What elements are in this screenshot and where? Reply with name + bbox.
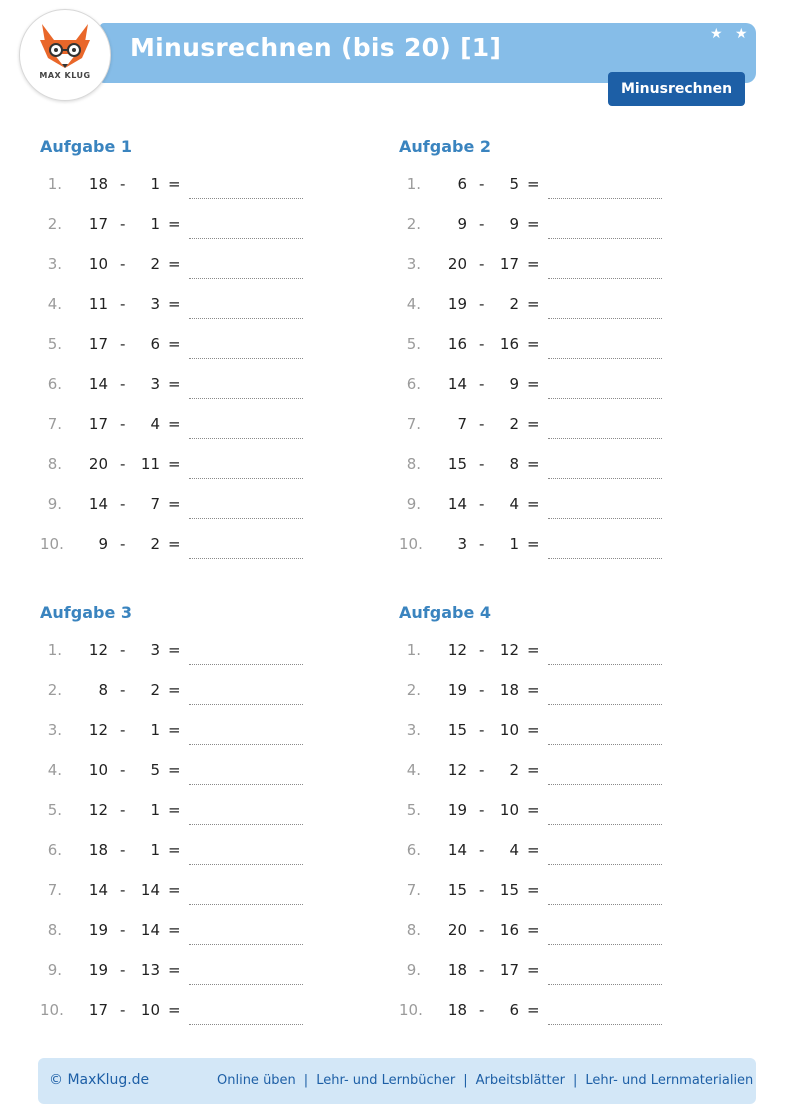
subtrahend: 2 — [150, 681, 160, 699]
problem-number: 5. — [47, 335, 62, 353]
problem-row — [399, 446, 719, 486]
answer-line[interactable] — [548, 518, 662, 519]
minuend: 8 — [98, 681, 108, 699]
minuend: 9 — [98, 535, 108, 553]
equals-sign: = — [527, 961, 540, 979]
footer-separator: | — [572, 1073, 578, 1088]
equals-sign: = — [527, 375, 540, 393]
equals-sign: = — [527, 215, 540, 233]
minus-sign: - — [479, 415, 485, 433]
problem-row — [40, 166, 360, 206]
problem-row — [40, 632, 360, 672]
problem-row — [40, 526, 360, 566]
minuend: 12 — [88, 721, 108, 739]
answer-line[interactable] — [548, 558, 662, 559]
answer-line[interactable] — [189, 744, 303, 745]
minuend: 15 — [447, 455, 467, 473]
minus-sign: - — [479, 721, 485, 739]
problem-row — [399, 366, 719, 406]
problem-row — [40, 832, 360, 872]
problem-number: 9. — [406, 495, 421, 513]
minus-sign: - — [120, 801, 126, 819]
minus-sign: - — [479, 1001, 485, 1019]
problem-number: 2. — [47, 681, 62, 699]
answer-line[interactable] — [189, 238, 303, 239]
problem-number: 5. — [406, 335, 421, 353]
answer-line[interactable] — [548, 824, 662, 825]
minuend: 12 — [88, 801, 108, 819]
footer-copyright[interactable]: © MaxKlug.de — [49, 1072, 150, 1088]
problem-number: 4. — [406, 295, 421, 313]
minus-sign: - — [120, 641, 126, 659]
problem-row — [40, 406, 360, 446]
minus-sign: - — [120, 721, 126, 739]
equals-sign: = — [168, 881, 181, 899]
minus-sign: - — [120, 415, 126, 433]
minus-sign: - — [479, 801, 485, 819]
minuend: 9 — [457, 215, 467, 233]
problem-number: 7. — [47, 415, 62, 433]
problem-number: 4. — [406, 761, 421, 779]
minuend: 19 — [447, 295, 467, 313]
minuend: 15 — [447, 721, 467, 739]
problem-number: 5. — [406, 801, 421, 819]
problem-number: 7. — [47, 881, 62, 899]
answer-line[interactable] — [189, 318, 303, 319]
minus-sign: - — [479, 681, 485, 699]
subtrahend: 2 — [150, 535, 160, 553]
topic-badge[interactable]: Minusrechnen — [608, 72, 745, 106]
equals-sign: = — [168, 801, 181, 819]
minus-sign: - — [479, 255, 485, 273]
footer-separator: | — [303, 1073, 309, 1088]
equals-sign: = — [527, 1001, 540, 1019]
subtrahend: 2 — [509, 415, 519, 433]
equals-sign: = — [527, 721, 540, 739]
equals-sign: = — [168, 641, 181, 659]
problem-number: 7. — [406, 881, 421, 899]
equals-sign: = — [168, 841, 181, 859]
problem-number: 9. — [406, 961, 421, 979]
minus-sign: - — [479, 761, 485, 779]
answer-line[interactable] — [548, 664, 662, 665]
problem-row — [399, 832, 719, 872]
answer-line[interactable] — [548, 864, 662, 865]
minus-sign: - — [479, 881, 485, 899]
problem-number: 10. — [399, 1001, 423, 1019]
section-title: Aufgabe 2 — [399, 137, 491, 156]
footer-link-lehr-und-lernbuecher[interactable]: Lehr- und Lernbücher — [316, 1073, 456, 1088]
subtrahend: 2 — [509, 295, 519, 313]
equals-sign: = — [168, 495, 181, 513]
equals-sign: = — [527, 535, 540, 553]
problem-row — [399, 992, 719, 1032]
minuend: 18 — [88, 841, 108, 859]
equals-sign: = — [168, 921, 181, 939]
problem-row — [40, 912, 360, 952]
subtrahend: 4 — [509, 495, 519, 513]
page-title: Minusrechnen (bis 20) [1] — [130, 33, 502, 62]
minus-sign: - — [479, 961, 485, 979]
equals-sign: = — [527, 255, 540, 273]
section-title: Aufgabe 3 — [40, 603, 132, 622]
subtrahend: 14 — [140, 881, 160, 899]
subtrahend: 11 — [140, 455, 160, 473]
answer-line[interactable] — [548, 784, 662, 785]
subtrahend: 1 — [150, 841, 160, 859]
minuend: 18 — [447, 1001, 467, 1019]
problem-number: 6. — [406, 375, 421, 393]
minus-sign: - — [120, 881, 126, 899]
problem-row — [40, 446, 360, 486]
problem-number: 4. — [47, 295, 62, 313]
problem-number: 5. — [47, 801, 62, 819]
answer-line[interactable] — [548, 358, 662, 359]
answer-line[interactable] — [189, 984, 303, 985]
answer-line[interactable] — [189, 558, 303, 559]
subtrahend: 7 — [150, 495, 160, 513]
answer-line[interactable] — [189, 824, 303, 825]
answer-line[interactable] — [189, 664, 303, 665]
problem-row — [399, 912, 719, 952]
minuend: 20 — [88, 455, 108, 473]
subtrahend: 3 — [150, 295, 160, 313]
footer-separator: | — [463, 1073, 468, 1088]
minus-sign: - — [120, 921, 126, 939]
problem-number: 6. — [47, 375, 62, 393]
minuend: 19 — [447, 681, 467, 699]
problem-row — [40, 486, 360, 526]
minus-sign: - — [120, 761, 126, 779]
equals-sign: = — [168, 215, 181, 233]
problem-row — [40, 246, 360, 286]
problem-number: 2. — [406, 681, 421, 699]
minus-sign: - — [479, 215, 485, 233]
equals-sign: = — [527, 495, 540, 513]
problem-row — [40, 872, 360, 912]
equals-sign: = — [527, 761, 540, 779]
subtrahend: 16 — [499, 335, 519, 353]
answer-line[interactable] — [189, 398, 303, 399]
problem-row — [40, 672, 360, 712]
footer-link-online-ueben[interactable]: Online üben — [217, 1073, 296, 1088]
problem-number: 9. — [47, 961, 62, 979]
problem-row — [40, 366, 360, 406]
subtrahend: 1 — [150, 175, 160, 193]
subtrahend: 10 — [140, 1001, 160, 1019]
answer-line[interactable] — [189, 784, 303, 785]
problem-row — [40, 206, 360, 246]
minuend: 20 — [447, 921, 467, 939]
subtrahend: 9 — [509, 375, 519, 393]
problem-row — [399, 752, 719, 792]
logo-text: MAX KLUG — [39, 71, 91, 80]
section-title: Aufgabe 1 — [40, 137, 132, 156]
problem-row — [40, 712, 360, 752]
equals-sign: = — [168, 335, 181, 353]
difficulty-stars-icon: ★ ★ — [710, 26, 752, 42]
minus-sign: - — [120, 255, 126, 273]
equals-sign: = — [168, 1001, 181, 1019]
problem-number: 3. — [47, 721, 62, 739]
minuend: 15 — [447, 881, 467, 899]
subtrahend: 1 — [150, 215, 160, 233]
fox-icon — [20, 10, 110, 100]
minuend: 17 — [88, 335, 108, 353]
minus-sign: - — [120, 295, 126, 313]
minus-sign: - — [120, 455, 126, 473]
minuend: 20 — [447, 255, 467, 273]
equals-sign: = — [168, 761, 181, 779]
answer-line[interactable] — [189, 438, 303, 439]
problem-number: 10. — [40, 535, 64, 553]
problem-row — [399, 526, 719, 566]
problem-row — [399, 632, 719, 672]
minus-sign: - — [120, 335, 126, 353]
problem-number: 3. — [47, 255, 62, 273]
minuend: 18 — [88, 175, 108, 193]
answer-line[interactable] — [548, 744, 662, 745]
answer-line[interactable] — [548, 278, 662, 279]
minuend: 14 — [447, 495, 467, 513]
equals-sign: = — [527, 295, 540, 313]
problem-number: 2. — [406, 215, 421, 233]
minuend: 10 — [88, 255, 108, 273]
equals-sign: = — [527, 801, 540, 819]
problem-row — [399, 406, 719, 446]
minus-sign: - — [120, 1001, 126, 1019]
section-title: Aufgabe 4 — [399, 603, 491, 622]
minus-sign: - — [479, 175, 485, 193]
problem-number: 7. — [406, 415, 421, 433]
subtrahend: 17 — [499, 961, 519, 979]
answer-line[interactable] — [189, 278, 303, 279]
problem-number: 2. — [47, 215, 62, 233]
equals-sign: = — [527, 841, 540, 859]
equals-sign: = — [168, 415, 181, 433]
answer-line[interactable] — [548, 904, 662, 905]
minuend: 12 — [447, 641, 467, 659]
problem-row — [399, 792, 719, 832]
problem-number: 10. — [40, 1001, 64, 1019]
equals-sign: = — [527, 455, 540, 473]
answer-line[interactable] — [548, 944, 662, 945]
problem-row — [399, 246, 719, 286]
subtrahend: 9 — [509, 215, 519, 233]
minus-sign: - — [120, 961, 126, 979]
subtrahend: 1 — [150, 721, 160, 739]
equals-sign: = — [168, 375, 181, 393]
minuend: 14 — [447, 375, 467, 393]
minus-sign: - — [479, 841, 485, 859]
subtrahend: 13 — [140, 961, 160, 979]
equals-sign: = — [168, 681, 181, 699]
problem-row — [40, 992, 360, 1032]
minuend: 17 — [88, 415, 108, 433]
problem-row — [399, 166, 719, 206]
minus-sign: - — [479, 455, 485, 473]
minuend: 16 — [447, 335, 467, 353]
problem-number: 8. — [47, 455, 62, 473]
minus-sign: - — [120, 535, 126, 553]
minuend: 6 — [457, 175, 467, 193]
problem-number: 3. — [406, 721, 421, 739]
minuend: 3 — [457, 535, 467, 553]
equals-sign: = — [527, 175, 540, 193]
problem-number: 8. — [406, 921, 421, 939]
subtrahend: 12 — [499, 641, 519, 659]
answer-line[interactable] — [189, 478, 303, 479]
problem-row — [40, 792, 360, 832]
problem-number: 1. — [47, 641, 62, 659]
problem-number: 1. — [406, 175, 421, 193]
minuend: 11 — [88, 295, 108, 313]
answer-line[interactable] — [189, 704, 303, 705]
subtrahend: 6 — [509, 1001, 519, 1019]
subtrahend: 8 — [509, 455, 519, 473]
problem-number: 4. — [47, 761, 62, 779]
problem-number: 10. — [399, 535, 423, 553]
equals-sign: = — [168, 295, 181, 313]
minuend: 14 — [88, 495, 108, 513]
minuend: 12 — [447, 761, 467, 779]
problem-row — [399, 486, 719, 526]
answer-line[interactable] — [189, 198, 303, 199]
problem-number: 1. — [406, 641, 421, 659]
answer-line[interactable] — [548, 704, 662, 705]
problem-row — [399, 952, 719, 992]
problem-number: 9. — [47, 495, 62, 513]
answer-line[interactable] — [548, 238, 662, 239]
answer-line[interactable] — [548, 318, 662, 319]
equals-sign: = — [168, 455, 181, 473]
minus-sign: - — [120, 495, 126, 513]
equals-sign: = — [527, 881, 540, 899]
minus-sign: - — [120, 681, 126, 699]
subtrahend: 4 — [509, 841, 519, 859]
problem-number: 1. — [47, 175, 62, 193]
answer-line[interactable] — [189, 358, 303, 359]
equals-sign: = — [168, 175, 181, 193]
answer-line[interactable] — [189, 904, 303, 905]
subtrahend: 1 — [150, 801, 160, 819]
minus-sign: - — [479, 295, 485, 313]
subtrahend: 1 — [509, 535, 519, 553]
subtrahend: 10 — [499, 721, 519, 739]
equals-sign: = — [168, 535, 181, 553]
answer-line[interactable] — [189, 864, 303, 865]
equals-sign: = — [527, 335, 540, 353]
minus-sign: - — [120, 215, 126, 233]
minus-sign: - — [479, 495, 485, 513]
minuend: 14 — [88, 881, 108, 899]
minuend: 19 — [88, 921, 108, 939]
minus-sign: - — [120, 175, 126, 193]
problem-row — [399, 672, 719, 712]
subtrahend: 3 — [150, 375, 160, 393]
minuend: 17 — [88, 1001, 108, 1019]
minuend: 17 — [88, 215, 108, 233]
problem-number: 8. — [47, 921, 62, 939]
answer-line[interactable] — [548, 398, 662, 399]
problem-row — [40, 752, 360, 792]
minuend: 7 — [457, 415, 467, 433]
subtrahend: 6 — [150, 335, 160, 353]
minuend: 14 — [88, 375, 108, 393]
footer-link-arbeitsblaetter[interactable]: Arbeitsblätter — [475, 1073, 565, 1088]
answer-line[interactable] — [189, 944, 303, 945]
subtrahend: 14 — [140, 921, 160, 939]
problem-number: 3. — [406, 255, 421, 273]
minuend: 19 — [447, 801, 467, 819]
subtrahend: 4 — [150, 415, 160, 433]
problem-row — [40, 286, 360, 326]
minus-sign: - — [479, 921, 485, 939]
minuend: 12 — [88, 641, 108, 659]
subtrahend: 2 — [150, 255, 160, 273]
subtrahend: 3 — [150, 641, 160, 659]
footer-links — [217, 1073, 753, 1088]
equals-sign: = — [168, 961, 181, 979]
equals-sign: = — [168, 255, 181, 273]
problem-row — [399, 206, 719, 246]
minus-sign: - — [120, 375, 126, 393]
answer-line[interactable] — [548, 198, 662, 199]
problem-number: 6. — [47, 841, 62, 859]
minus-sign: - — [120, 841, 126, 859]
minus-sign: - — [479, 535, 485, 553]
answer-line[interactable] — [548, 478, 662, 479]
equals-sign: = — [527, 921, 540, 939]
problem-row — [399, 286, 719, 326]
minus-sign: - — [479, 375, 485, 393]
subtrahend: 18 — [499, 681, 519, 699]
equals-sign: = — [527, 681, 540, 699]
problem-row — [399, 872, 719, 912]
problem-row — [40, 952, 360, 992]
problem-row — [40, 326, 360, 366]
subtrahend: 17 — [499, 255, 519, 273]
minus-sign: - — [479, 641, 485, 659]
subtrahend: 15 — [499, 881, 519, 899]
answer-line[interactable] — [548, 1024, 662, 1025]
subtrahend: 5 — [150, 761, 160, 779]
equals-sign: = — [168, 721, 181, 739]
answer-line[interactable] — [189, 518, 303, 519]
minus-sign: - — [479, 335, 485, 353]
subtrahend: 5 — [509, 175, 519, 193]
minuend: 18 — [447, 961, 467, 979]
minuend: 10 — [88, 761, 108, 779]
problem-row — [399, 326, 719, 366]
maxklug-logo[interactable] — [19, 9, 111, 101]
subtrahend: 16 — [499, 921, 519, 939]
answer-line[interactable] — [548, 438, 662, 439]
minuend: 19 — [88, 961, 108, 979]
equals-sign: = — [527, 641, 540, 659]
minuend: 14 — [447, 841, 467, 859]
problem-number: 8. — [406, 455, 421, 473]
footer-link-lehr-und-lernmaterialien[interactable]: Lehr- und Lernmaterialien — [585, 1073, 754, 1088]
answer-line[interactable] — [189, 1024, 303, 1025]
answer-line[interactable] — [548, 984, 662, 985]
problem-number: 6. — [406, 841, 421, 859]
subtrahend: 2 — [509, 761, 519, 779]
equals-sign: = — [527, 415, 540, 433]
subtrahend: 10 — [499, 801, 519, 819]
problem-row — [399, 712, 719, 752]
